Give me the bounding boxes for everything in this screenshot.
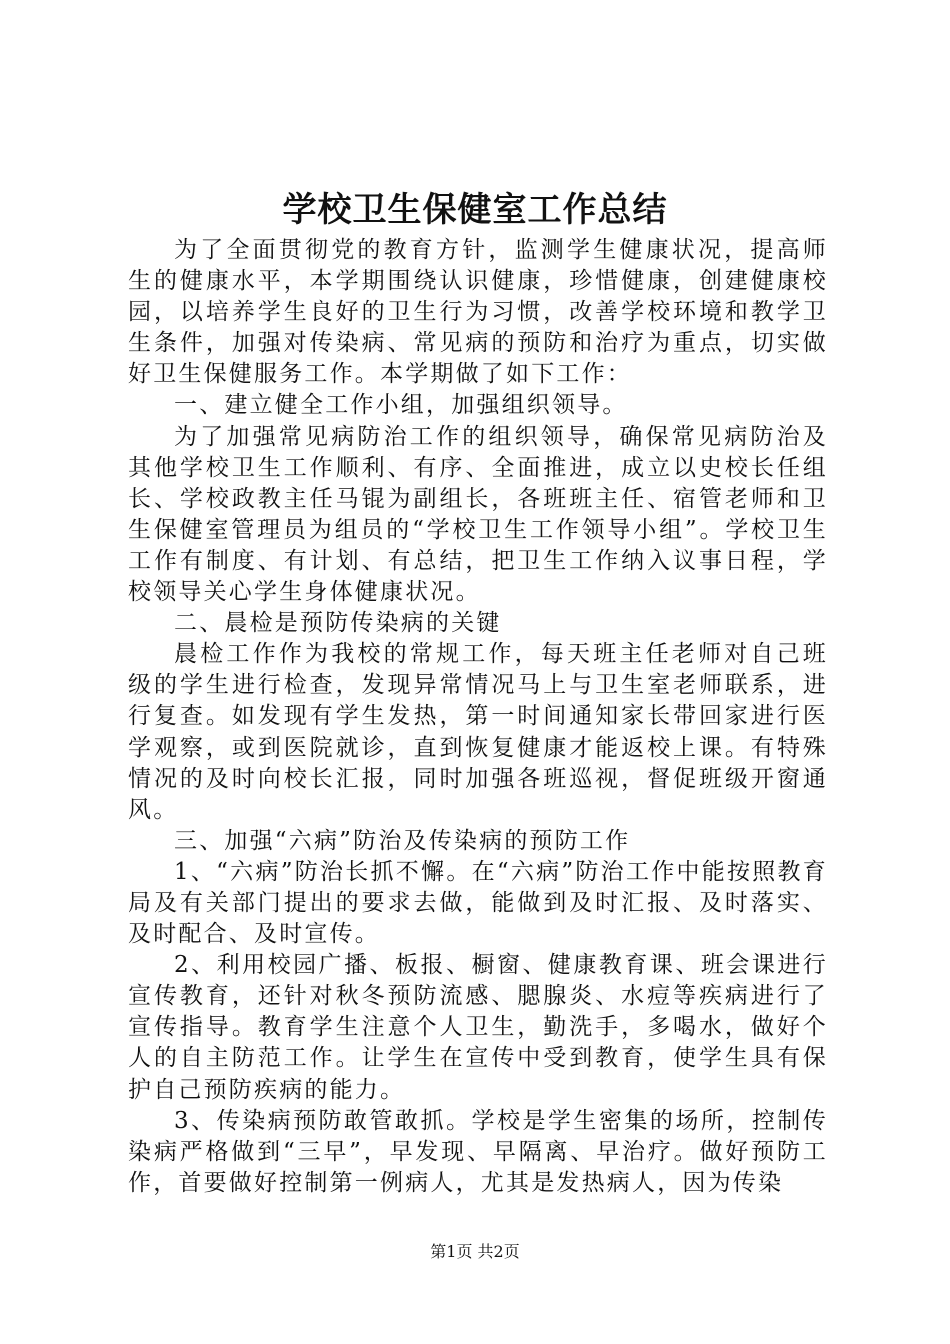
section-heading-3: 三、加强“六病”防治及传染病的预防工作 xyxy=(174,827,631,854)
paragraph-item-3: 3、传染病预防敢管敢抓。学校是学生密集的场所，控制传染病严格做到“三早”，早发现、早隔离、早治疗。做好预防工作，首要做好控制第一例病人，尤其是发热病人，因为传染 xyxy=(128,1107,828,1196)
paragraph-section-1: 为了加强常见病防治工作的组织领导，确保常见病防治及其他学校卫生工作顺利、有序、全面推进，成立以史校长任组长、学校政教主任马锟为副组长，各班班主任、宿管老师和卫生保健室管理员为组员的“学校卫生工作领导小组”。学校卫生工作有制度、有计划、有总结，把卫生工作纳入议事日程，学校领导关心学生身体健康状况。 xyxy=(128,423,828,606)
paragraph-item-2: 2、利用校园广播、板报、橱窗、健康教育课、班会课进行宣传教育，还针对秋冬预防流感、腮腺炎、水痘等疾病进行了宣传指导。教育学生注意个人卫生，勤洗手，多喝水，做好个人的自主防范工作。让学生在宣传中受到教育，使学生具有保护自己预防疾病的能力。 xyxy=(128,952,828,1103)
paragraph-intro: 为了全面贯彻党的教育方针，监测学生健康状况，提高师生的健康水平，本学期围绕认识健康，珍惜健康，创建健康校园，以培养学生良好的卫生行为习惯，改善学校环境和教学卫生条件，加强对传染病、常见病的预防和治疗为重点，切实做好卫生保健服务工作。本学期做了如下工作： xyxy=(128,237,828,388)
document-body xyxy=(128,235,828,1199)
page-number-footer: 第1页 共2页 xyxy=(430,1242,520,1261)
section-heading-2: 二、晨检是预防传染病的关键 xyxy=(174,610,502,637)
document-title: 学校卫生保健室工作总结 xyxy=(282,190,668,230)
section-heading-1: 一、建立健全工作小组，加强组织领导。 xyxy=(174,392,628,419)
paragraph-section-2: 晨检工作作为我校的常规工作，每天班主任老师对自己班级的学生进行检查，发现异常情况马上与卫生室老师联系，进行复查。如发现有学生发热，第一时间通知家长带回家进行医学观察，或到医院就诊，直到恢复健康才能返校上课。有特殊情况的及时向校长汇报，同时加强各班巡视，督促班级开窗通风。 xyxy=(128,641,828,823)
paragraph-item-1: 1、“六病”防治长抓不懈。在“六病”防治工作中能按照教育局及有关部门提出的要求去做，能做到及时汇报、及时落实、及时配合、及时宣传。 xyxy=(128,858,828,948)
